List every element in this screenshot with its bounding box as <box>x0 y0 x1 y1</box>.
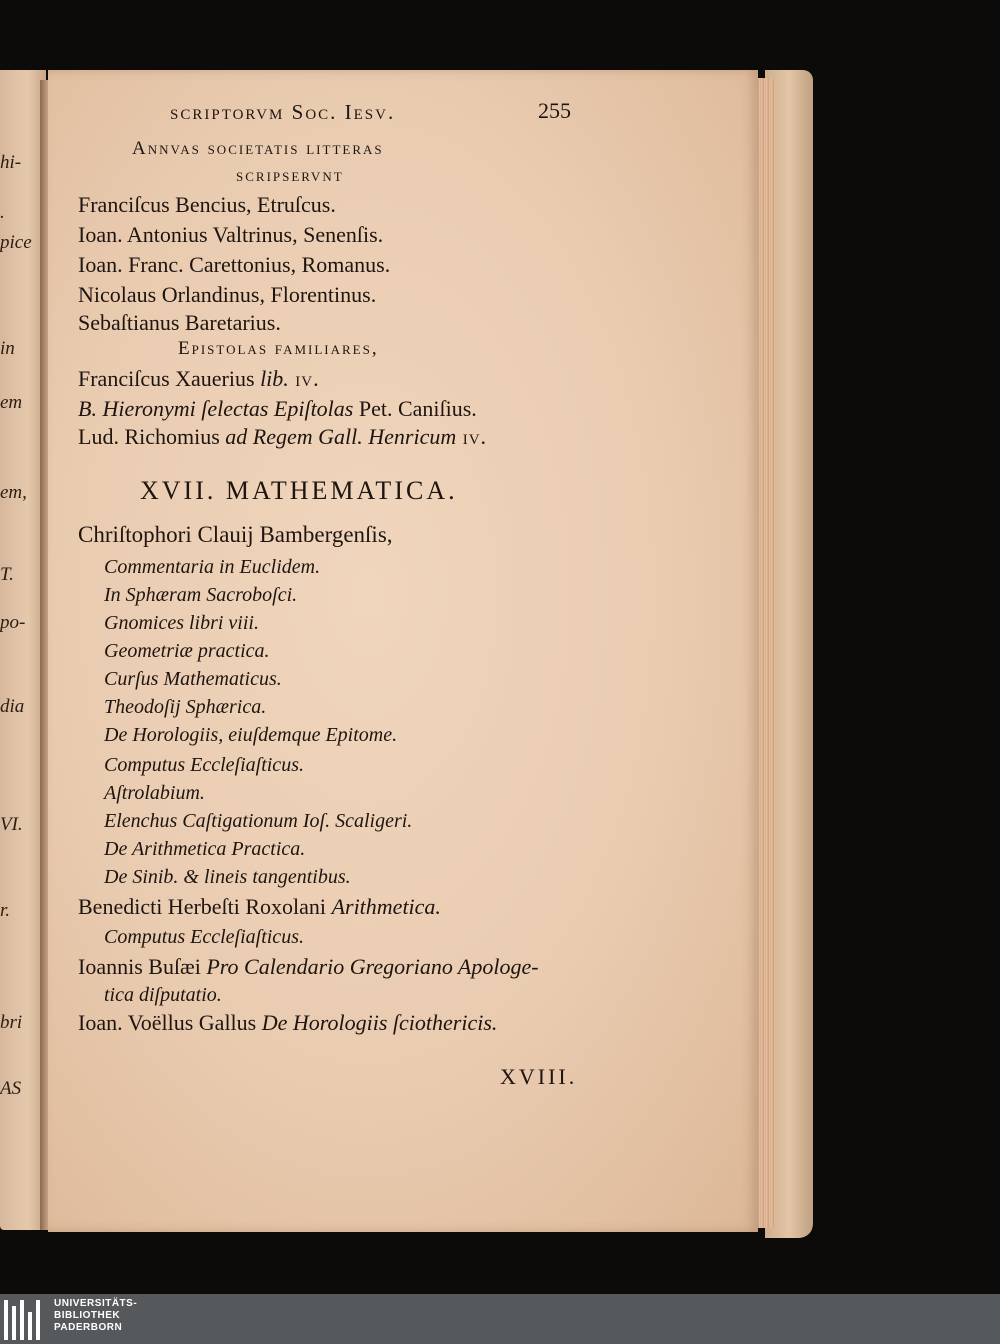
entry-work: B. Hieronymi ſelectas Epiſtolas <box>78 396 354 421</box>
left-page-fragment: VI. <box>0 814 23 835</box>
author-line <box>78 954 539 980</box>
library-name-line: UNIVERSITÄTS- <box>54 1298 138 1309</box>
work-line: tica diſputatio. <box>104 984 222 1006</box>
entry-work: ad Regem Gall. Henricum <box>225 424 457 449</box>
library-logo-icon <box>4 1300 44 1340</box>
left-page-fragment: bri <box>0 1012 23 1033</box>
author-line: Ioan. Franc. Carettonius, Romanus. <box>78 252 391 277</box>
entry-work: Arithmetica. <box>331 894 441 919</box>
left-page-fragment: AS <box>0 1078 22 1099</box>
work-line: Theodoſij Sphærica. <box>104 696 267 718</box>
entry-tail: Pet. Caniſius. <box>353 396 477 421</box>
work-line: Commentaria in Euclidem. <box>104 556 321 578</box>
entry-tail: iv. <box>288 366 320 391</box>
entry-author: Ioan. Voëllus Gallus <box>78 1010 262 1035</box>
work-line: Gnomices libri viii. <box>104 612 259 634</box>
familiar-letter-entry <box>78 396 477 422</box>
entry-work: Pro Calendario Gregoriano Apologe- <box>206 954 539 979</box>
author-line <box>78 1010 497 1036</box>
left-page-fragment: T. <box>0 564 14 585</box>
left-page-fragment: em, <box>0 482 27 503</box>
left-page-fragment: hi- <box>0 152 22 173</box>
left-page-fragment: po- <box>0 612 26 633</box>
catchword: XVIII. <box>500 1064 578 1089</box>
familiar-letters-heading: Epistolas familiares, <box>178 338 379 359</box>
author-line: Ioan. Antonius Valtrinus, Senenſis. <box>78 222 384 247</box>
author-line: Franciſcus Bencius, Etruſcus. <box>78 192 336 217</box>
work-line: De Sinib. & lineis tangentibus. <box>104 866 351 888</box>
work-line: Geometriæ practica. <box>104 640 270 662</box>
author-line: Nicolaus Orlandinus, Florentinus. <box>78 282 377 307</box>
annual-letters-subheading: scripservnt <box>236 165 344 186</box>
work-line: Computus Eccleſiaſticus. <box>104 754 304 776</box>
left-page-fragment: in <box>0 338 15 359</box>
left-page-fragment: . <box>0 202 5 223</box>
familiar-letter-entry <box>78 424 487 450</box>
work-line: Elenchus Caſtigationum Ioſ. Scaligeri. <box>104 810 413 832</box>
library-footer <box>0 1294 1000 1344</box>
left-page-fragment: pice <box>0 232 32 253</box>
work-line: De Arithmetica Practica. <box>104 838 306 860</box>
entry-work: lib. <box>260 366 289 391</box>
library-name <box>54 1298 137 1334</box>
left-page-fragment: em <box>0 392 23 413</box>
work-line: In Sphæram Sacroboſci. <box>104 584 298 606</box>
author-line: Sebaſtianus Baretarius. <box>78 310 281 335</box>
section-title: XVII. MATHEMATICA. <box>140 476 458 505</box>
entry-author: Franciſcus Xauerius <box>78 366 261 391</box>
entry-author: Lud. Richomius <box>78 424 226 449</box>
author-line: Chriſtophori Clauij Bambergenſis, <box>78 522 393 547</box>
entry-author: Ioannis Buſæi <box>78 954 207 979</box>
left-page-fragment: dia <box>0 696 25 717</box>
work-line: De Horologiis, eiuſdemque Epitome. <box>104 724 398 746</box>
author-line <box>78 894 441 920</box>
page-number: 255 <box>538 98 571 123</box>
left-page-fragment: r. <box>0 900 11 921</box>
running-head: scriptorvm Soc. Iesv. <box>170 100 396 124</box>
library-name-line: BIBLIOTHEK <box>54 1310 121 1321</box>
work-line: Computus Eccleſiaſticus. <box>104 926 304 948</box>
work-line: Curſus Mathematicus. <box>104 668 282 690</box>
library-name-line: PADERBORN <box>54 1322 123 1333</box>
annual-letters-heading: Annvas societatis litteras <box>132 138 384 159</box>
familiar-letter-entry <box>78 366 320 392</box>
entry-tail: iv. <box>456 424 488 449</box>
entry-author: Benedicti Herbeſti Roxolani <box>78 894 332 919</box>
work-line: Aſtrolabium. <box>104 782 205 804</box>
entry-work: De Horologiis ſciothericis. <box>261 1010 498 1035</box>
